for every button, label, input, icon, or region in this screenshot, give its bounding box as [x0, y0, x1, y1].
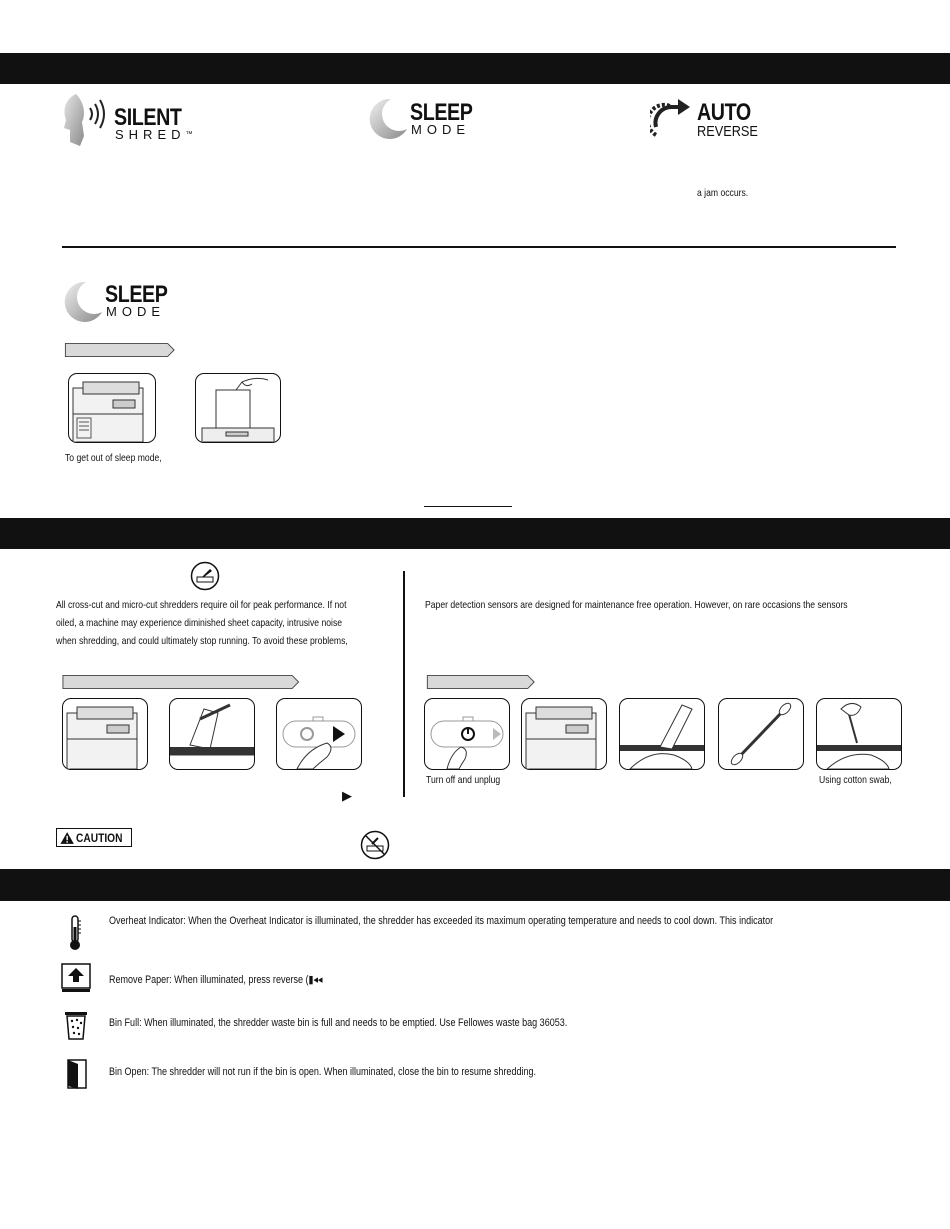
sleep-mode-title-top: SLEEP: [410, 99, 473, 126]
silent-shred-subtitle: SHRED™: [115, 127, 193, 142]
sleep-mode-subtitle: MODE: [106, 304, 165, 319]
no-aerosol-icon: [360, 830, 390, 860]
header-band-maintenance: [0, 518, 950, 549]
cotton-swab-illustration: [718, 698, 804, 770]
sleep-mode-title: SLEEP: [105, 281, 168, 308]
remove-paper-icon: [61, 963, 91, 993]
oiling-line-2: oiled, a machine may experience diminished sheet capacity, intrusive noise: [56, 617, 343, 629]
header-band-indicators: [0, 869, 950, 901]
underline-mark: [424, 506, 512, 507]
bin-full-indicator-text: Bin Full: When illuminated, the shredder waste bin is full and needs to be emptied. Use Fellowes waste bag 36053.: [109, 1017, 568, 1029]
sleep-mode-logo-top: [365, 97, 485, 143]
sensors-caption-right: Using cotton swab,: [819, 774, 892, 786]
play-symbol: ▶: [342, 788, 352, 803]
step-tab-sensors: [423, 675, 539, 689]
silent-shred-logo: [62, 92, 212, 148]
remove-paper-indicator-text: Remove Paper: When illuminated, press reverse (▮◂◂: [109, 974, 323, 986]
oil-bottle-illustration: [169, 698, 255, 770]
warning-triangle-icon: [60, 831, 74, 845]
moon-icon: [365, 97, 409, 141]
reverse-arrow-icon: [650, 97, 692, 141]
sensor-finger-illustration: [619, 698, 705, 770]
sound-head-icon: [62, 92, 110, 148]
sensors-caption-left: Turn off and unplug: [426, 774, 501, 786]
paper-insert-illustration: [195, 373, 281, 443]
overheat-indicator-text: Overheat Indicator: When the Overheat Indicator is illuminated, the shredder has exceeded its maximum operating temperature and needs to cool down. This indicator: [109, 915, 774, 927]
oiling-paragraph: [56, 596, 412, 650]
bin-open-indicator-text: Bin Open: The shredder will not run if the bin is open. When illuminated, close the bin to resume shredding.: [109, 1066, 537, 1078]
bin-open-icon: [66, 1058, 88, 1090]
sleep-mode-logo: [60, 280, 190, 324]
bin-full-icon: [64, 1010, 88, 1040]
moon-icon: [60, 280, 104, 324]
sleep-mode-subtitle-top: MODE: [411, 122, 470, 137]
swab-cleaning-illustration: [816, 698, 902, 770]
step-tab-sleep: [61, 343, 179, 357]
sleep-mode-caption: To get out of sleep mode,: [65, 452, 162, 464]
section-divider: [62, 246, 896, 248]
step-tab-oiling: [54, 675, 308, 689]
caution-text: CAUTION: [76, 830, 123, 845]
auto-reverse-note: a jam occurs.: [697, 187, 749, 199]
column-divider: [403, 571, 405, 797]
silent-shred-title: SILENT: [114, 104, 182, 131]
shredder-illustration: [68, 373, 156, 443]
forward-button-illustration: [276, 698, 362, 770]
auto-reverse-logo: [650, 97, 780, 143]
oiling-line-3: when shredding, and could ultimately stop running. To avoid these problems,: [56, 635, 348, 647]
oiling-line-1: All cross-cut and micro-cut shredders require oil for peak performance. If not: [56, 599, 347, 611]
auto-reverse-subtitle: REVERSE: [697, 123, 758, 140]
power-button-illustration: [424, 698, 510, 770]
caution-label: [56, 828, 132, 847]
sensor-step-shredder-illustration: [521, 698, 607, 770]
oil-step-shredder-illustration: [62, 698, 148, 770]
header-band-features: [0, 53, 950, 84]
oil-icon: [190, 561, 220, 591]
auto-reverse-title: AUTO: [697, 99, 751, 126]
thermometer-icon: [66, 915, 84, 951]
sensors-paragraph: Paper detection sensors are designed for maintenance free operation. However, on rare occasions the sensors: [425, 599, 848, 611]
